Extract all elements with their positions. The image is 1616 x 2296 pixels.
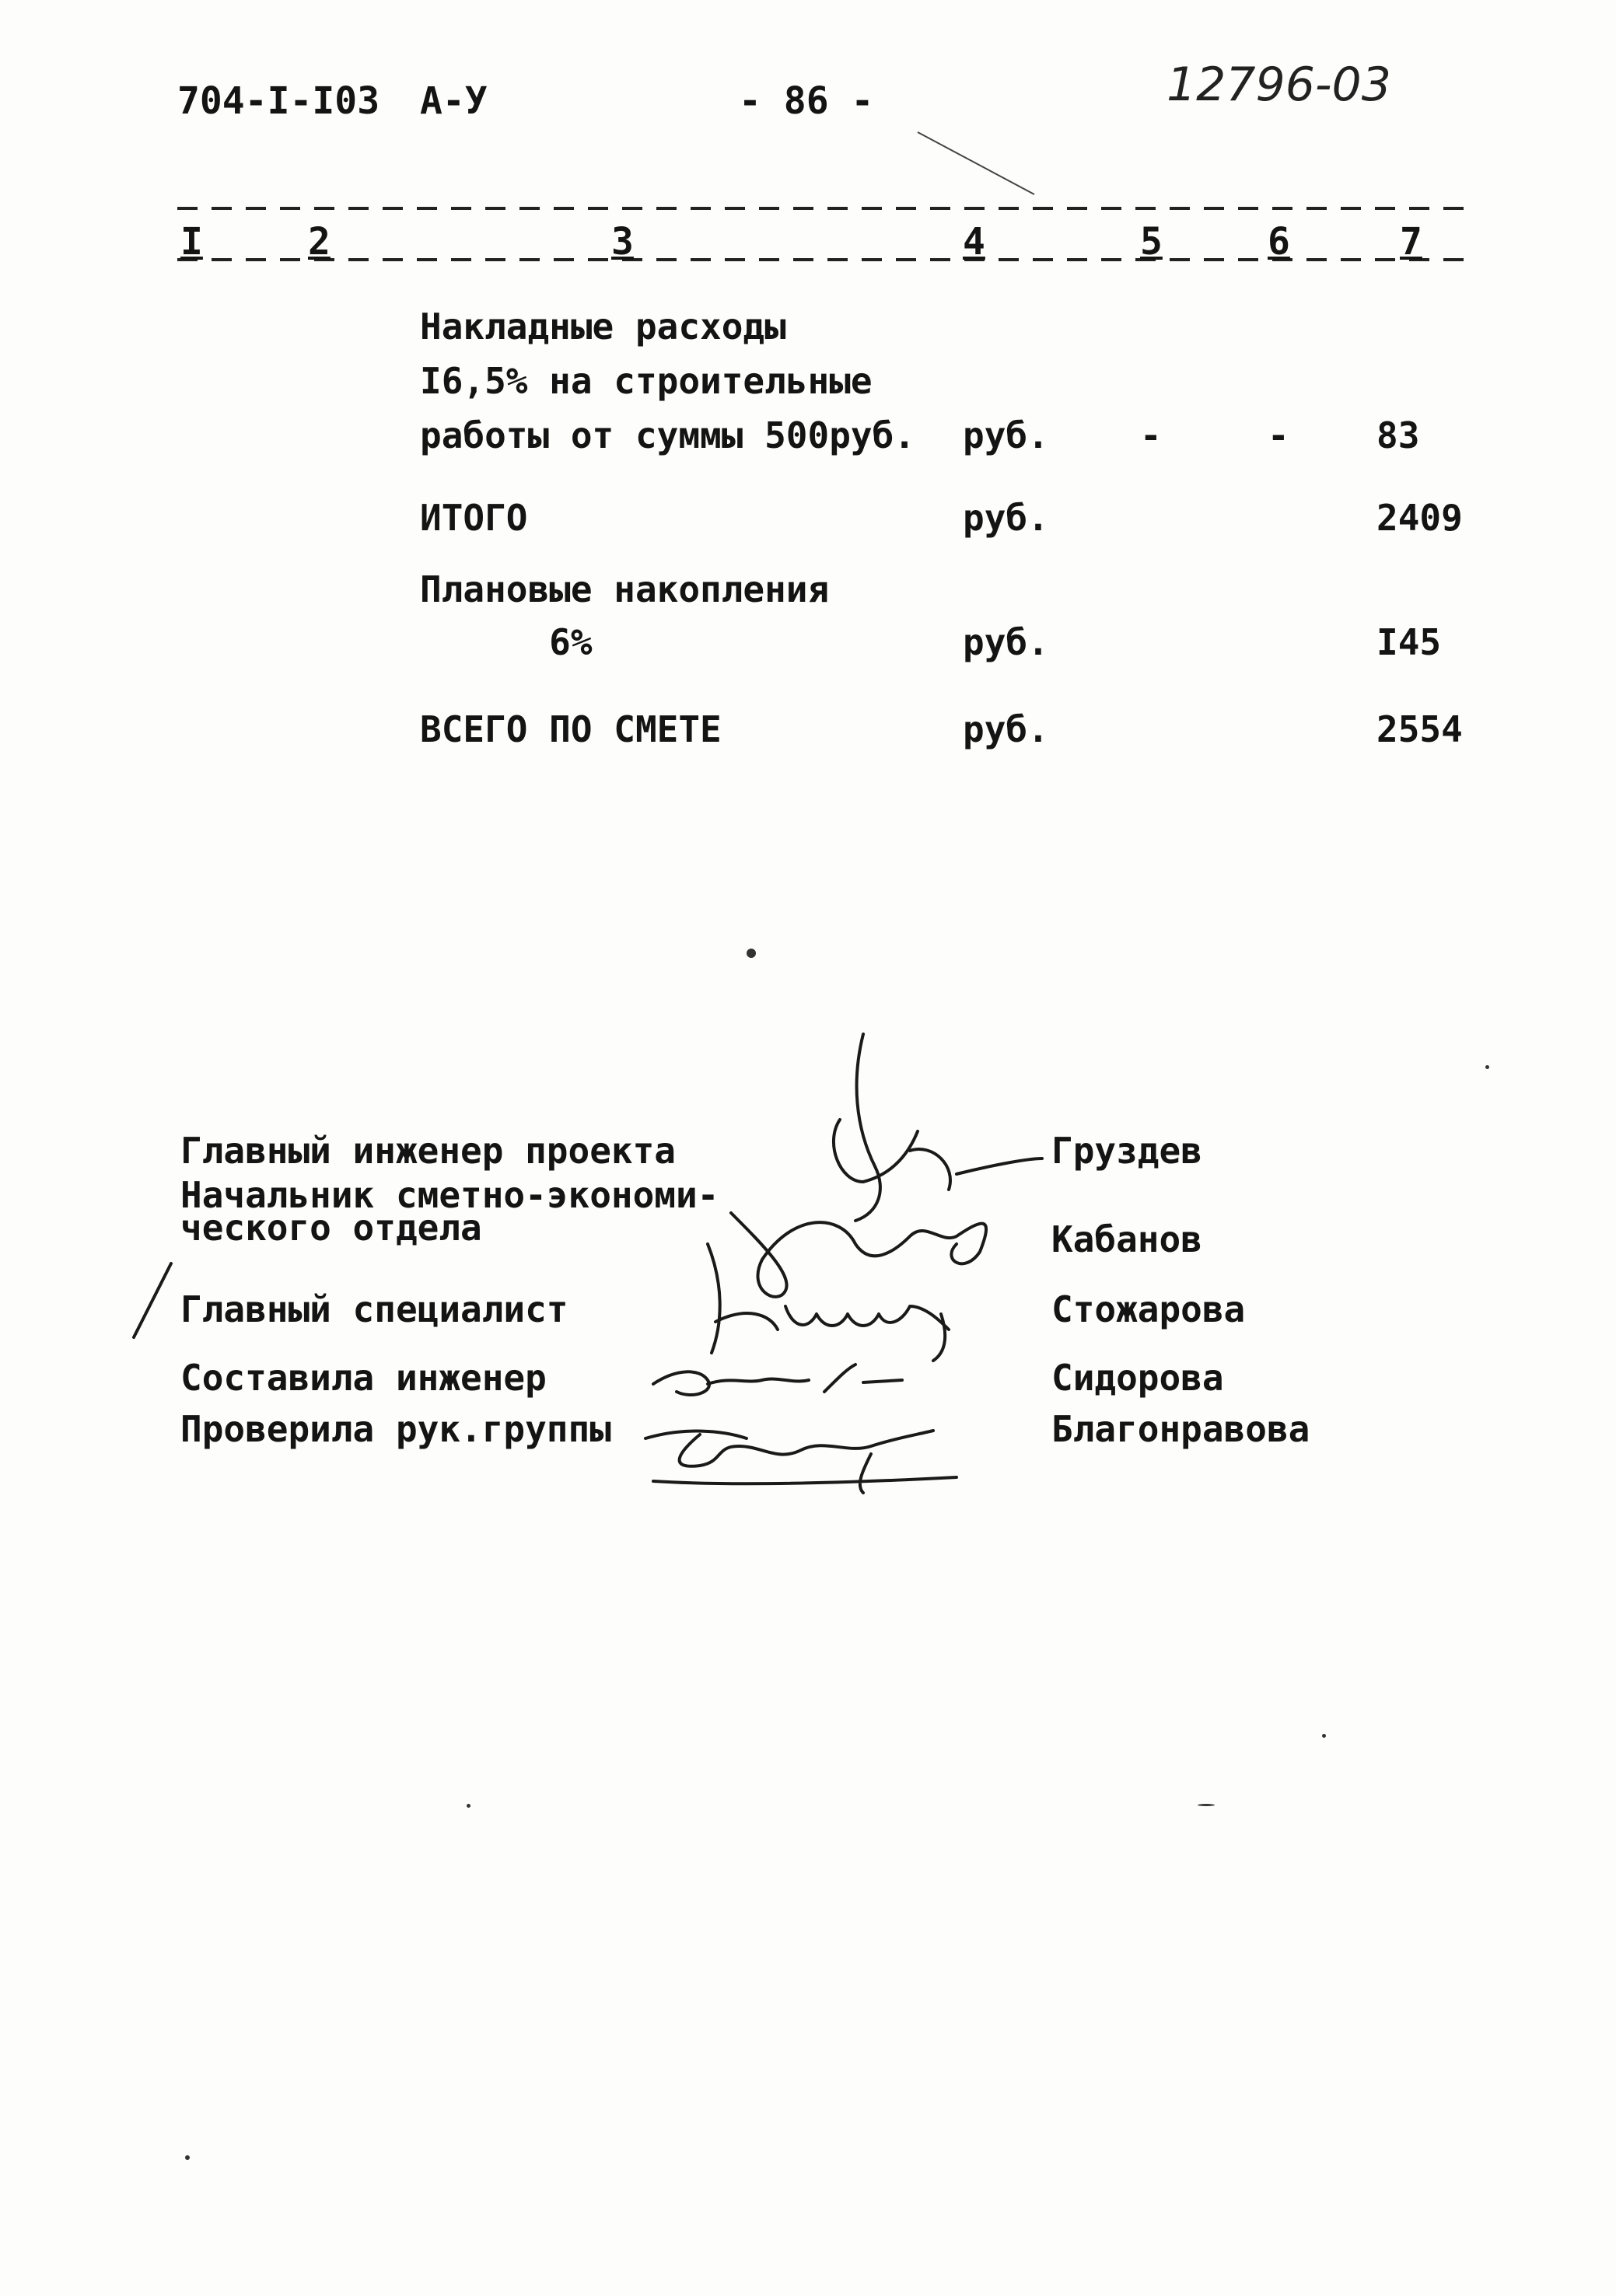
column-header-7: 7 — [1400, 220, 1422, 264]
signer-position: Составила инженер — [180, 1357, 547, 1399]
row-value: 2554 — [1376, 708, 1463, 750]
row-label-line: работы от суммы 500руб. — [420, 414, 915, 456]
row-value: 2409 — [1376, 497, 1463, 539]
signature-blagonravova — [645, 1431, 957, 1493]
signer-name: Благонравова — [1051, 1408, 1310, 1450]
signer-name: Кабанов — [1051, 1218, 1202, 1260]
signer-name: Сидорова — [1051, 1357, 1224, 1399]
row-unit: руб. — [963, 708, 1049, 750]
signature-stozharova — [708, 1244, 949, 1361]
column-header-5: 5 — [1140, 220, 1163, 264]
signer-name: Стожарова — [1051, 1288, 1246, 1330]
scan-speck — [747, 949, 756, 958]
scan-speck — [467, 1804, 470, 1808]
margin-slash — [134, 1263, 171, 1337]
row-col5: - — [1140, 414, 1162, 456]
row-unit: руб. — [963, 621, 1049, 663]
row-label-line: ИТОГО — [420, 497, 528, 539]
row-col6: - — [1268, 414, 1289, 456]
row-unit: руб. — [963, 414, 1049, 456]
signer-position: Главный инженер проекта — [180, 1130, 676, 1172]
signer-position: Проверила рук.группы — [180, 1408, 611, 1450]
scan-speck — [1198, 1804, 1215, 1806]
doc-suffix: А-У — [420, 79, 488, 123]
row-label-line: 6% — [420, 621, 593, 663]
column-header-4: 4 — [963, 220, 985, 264]
row-label-line: ВСЕГО ПО СМЕТЕ — [420, 708, 722, 750]
column-header-6: 6 — [1268, 220, 1290, 264]
signer-name: Груздев — [1051, 1130, 1202, 1172]
column-header-2: 2 — [308, 220, 331, 264]
signature-kabanov — [731, 1213, 986, 1297]
column-header-1: I — [180, 220, 203, 264]
doc-code: 704-I-I03 — [177, 79, 380, 123]
row-value: I45 — [1376, 621, 1442, 663]
scan-speck — [1485, 1065, 1489, 1069]
column-header-3: 3 — [611, 220, 634, 264]
row-label-line: I6,5% на строительные — [420, 360, 873, 402]
signer-position: Начальник сметно-экономи- ческого отдела — [180, 1174, 719, 1249]
handwritten-number: 12796-03 — [1167, 58, 1391, 112]
row-label-line: Накладные расходы — [420, 306, 786, 348]
row-unit: руб. — [963, 497, 1049, 539]
signature-sidorova — [653, 1365, 902, 1395]
signer-position: Главный специалист — [180, 1288, 568, 1330]
page-number: - 86 - — [739, 79, 874, 123]
signature-gruzdev — [834, 1034, 1042, 1221]
row-value: 83 — [1376, 414, 1420, 456]
row-label-line: Плановые накопления — [420, 568, 830, 610]
scan-speck — [185, 2155, 190, 2160]
scan-speck — [1322, 1734, 1326, 1738]
